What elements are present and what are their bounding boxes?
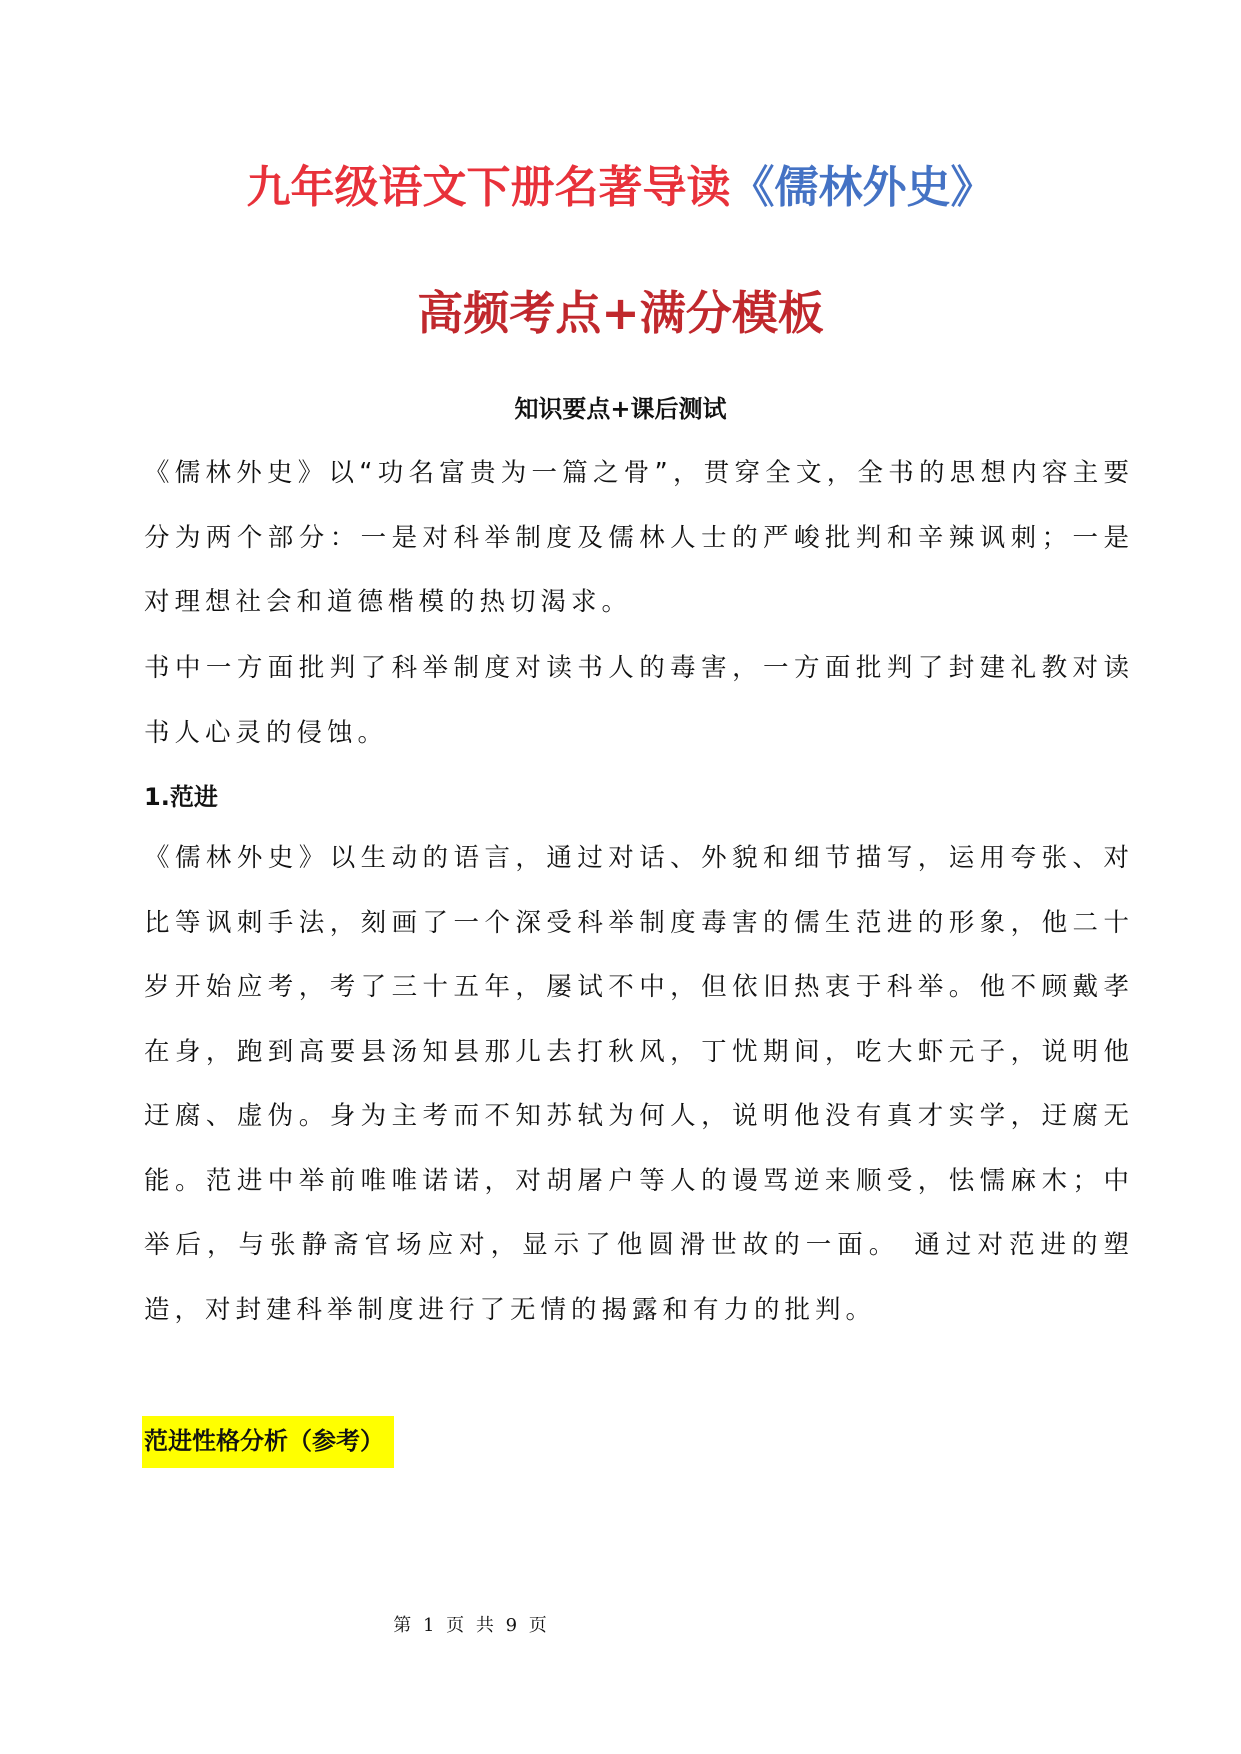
intro-paragraph-1: 《儒林外史》以“功名富贵为一篇之骨”，贯穿全文，全书的思想内容主要分为两个部分：一是对科举制度及儒林人士的严峻批判和辛辣讽刺；一是对理想社会和道德楷模的热切渴求。 (144, 458, 1134, 617)
page-footer: 第 1 页 共 9 页 (393, 1615, 547, 1636)
title-part2: 《儒林外史》 (730, 162, 995, 213)
highlighted-heading: 范进性格分析（参考） (142, 1416, 394, 1468)
section-body-fanjin: 《儒林外史》以生动的语言，通过对话、外貌和细节描写，运用夸张、对比等讽刺手法，刻画了一个深受科举制度毒害的儒生范进的形象，他二十岁开始应考，考了三十五年，屡试不中，但依旧热衷于科举。他不顾戴孝在身，跑到高要县汤知县那儿去打秋风，丁忧期间，吃大虾元子，说明他迂腐、虚伪。身为主考而不知苏轼为何人，说明他没有真才实学，迂腐无能。范进中举前唯唯诺诺，对胡屠户等人的谩骂逆来顺受，怯懦麻木；中举后，与张静斋官场应对，显示了他圆滑世故的一面。 通过对范进的塑造，对封建科举制度进行了无情的揭露和有力的批判。 (144, 843, 1134, 1325)
document-title-line2: 高频考点+满分模板 (417, 286, 824, 340)
title-part1: 九年级语文下册名著导读 (246, 162, 731, 213)
section-heading-fanjin: 1.范进 (144, 783, 218, 811)
document-title-line1 (0, 158, 1241, 218)
intro-paragraph-2: 书中一方面批判了科举制度对读书人的毒害，一方面批判了封建礼教对读书人心灵的侵蚀。 (144, 653, 1134, 748)
document-subtitle: 知识要点+课后测试 (514, 395, 727, 423)
